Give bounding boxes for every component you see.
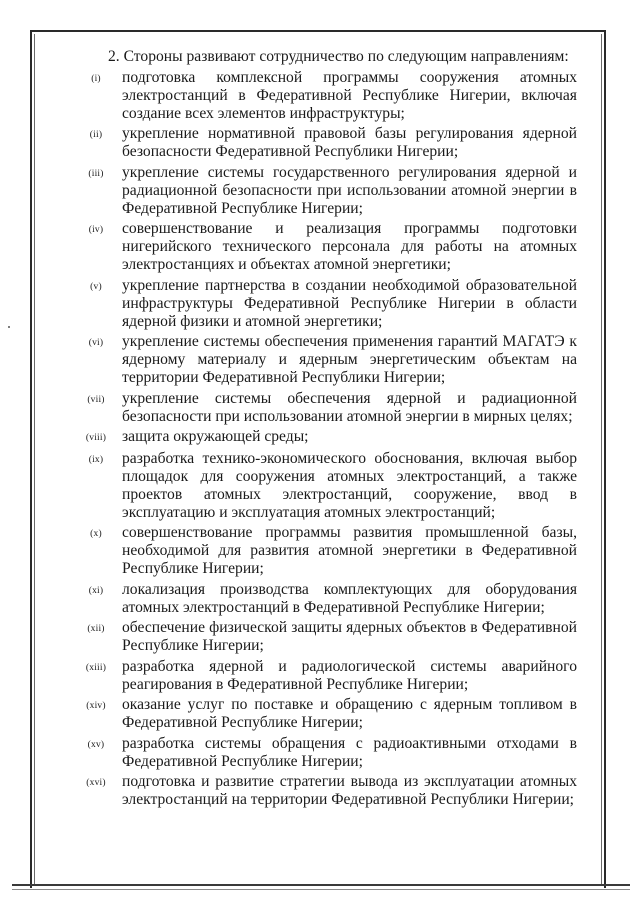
clause-item	[70, 619, 577, 655]
clause-text: разработка технико-экономического обоснования, включая выбор площадок для сооружения атомных электростанций, а также проектов атомных электростанций, сооружение, ввод в эксплуатацию и эксплуатация атомных электростанций;	[122, 449, 577, 521]
page-bottom-rule-thin	[12, 889, 630, 890]
clause-number: (ii)	[89, 130, 103, 140]
clause-text: подготовка комплексной программы сооружения атомных электростанций в Федеративной Республике Нигерии, включая создание всех элементов инфраструктуры;	[122, 68, 577, 122]
clause-text: укрепление системы обеспечения ядерной и радиационной безопасности при использовании атомной энергии в мирных целях;	[122, 389, 577, 425]
clause-text: защита окружающей среды;	[122, 428, 309, 445]
document-body	[70, 48, 577, 809]
scan-speck	[8, 326, 10, 328]
clause-text: совершенствование и реализация программы подготовки нигерийского технического персонала для работы на атомных электростанциях и объектах атомной энергетики;	[122, 220, 577, 273]
clause-text: оказание услуг по поставке и обращению с ядерным топливом в Федеративной Республике Нигерии;	[122, 696, 577, 731]
clause-number: (xvi)	[86, 778, 106, 788]
page-border-inner-right	[601, 34, 602, 884]
clause-item	[70, 696, 577, 732]
clause-text: подготовка и развитие стратегии вывода из эксплуатации атомных электростанций на территории Федеративной Республики Нигерии;	[122, 773, 577, 808]
clause-item	[70, 658, 577, 694]
clause-text: совершенствование программы развития промышленной базы, необходимой для развития атомной энергетики в Федеративной Республике Нигерии;	[122, 524, 577, 577]
clause-item	[70, 69, 577, 123]
clause-text: укрепление системы обеспечения применения гарантий МАГАТЭ к ядерному материалу и ядерным энергетическим объектам на территории Федеративной Республики Нигерии;	[122, 333, 577, 386]
page-border-inner-left	[34, 34, 35, 884]
clause-item	[70, 164, 577, 218]
clause-item	[70, 735, 577, 771]
clause-number: (iv)	[88, 225, 104, 235]
clause-item	[70, 125, 577, 161]
clause-number: (v)	[90, 281, 102, 292]
clause-number: (xv)	[87, 739, 105, 750]
clause-text: укрепление системы государственного регулирования ядерной и радиационной безопасности при использовании атомной энергии в Федеративной Республике Нигерии;	[122, 163, 577, 217]
clause-text: обеспечение физической защиты ядерных объектов в Федеративной Республике Нигерии;	[122, 619, 577, 654]
clause-text: разработка системы обращения с радиоактивными отходами в Федеративной Республике Нигерии;	[122, 734, 577, 770]
clause-number: (xiii)	[85, 662, 107, 673]
clause-number: (ix)	[88, 454, 104, 465]
clause-text: локализация производства комплектующих для оборудования атомных электростанций в Федеративной Республике Нигерии;	[122, 580, 577, 616]
clause-item	[70, 428, 577, 447]
clause-text: укрепление нормативной правовой базы регулирования ядерной безопасности Федеративной Республики Нигерии;	[122, 125, 577, 160]
intro-paragraph: 2. Стороны развивают сотрудничество по следующим направлениям:	[108, 48, 569, 65]
clause-number: (x)	[90, 529, 102, 539]
clause-text: разработка ядерной и радиологической системы аварийного реагирования в Федеративной Республике Нигерии;	[122, 657, 577, 693]
clause-number: (xiv)	[86, 701, 106, 711]
clause-number: (viii)	[85, 433, 107, 443]
clause-number: (xi)	[88, 585, 104, 596]
page-bottom-rule	[12, 884, 630, 886]
clause-item	[70, 450, 577, 522]
clause-number: (iii)	[88, 168, 104, 179]
clause-item	[70, 333, 577, 387]
clause-item	[70, 581, 577, 617]
clause-item	[70, 390, 577, 426]
clause-item	[70, 524, 577, 578]
clause-item	[70, 773, 577, 809]
clause-item	[70, 220, 577, 274]
clause-number: (vi)	[88, 338, 104, 348]
clause-item	[70, 277, 577, 331]
clause-number: (vii)	[87, 394, 105, 405]
clause-number: (xii)	[87, 624, 105, 634]
clause-text: укрепление партнерства в создании необходимой образовательной инфраструктуры Федеративной Республике Нигерии в области ядерной физики и атомной энергетики;	[122, 276, 577, 330]
clause-number: (i)	[91, 73, 101, 84]
